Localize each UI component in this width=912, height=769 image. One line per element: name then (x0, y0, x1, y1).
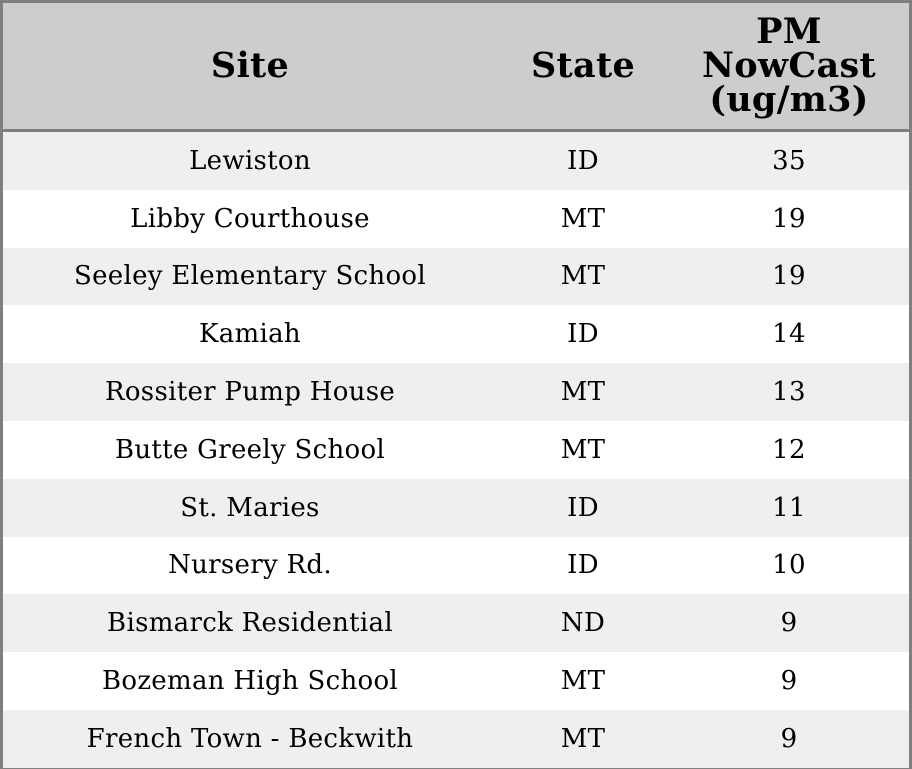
cell-site: Libby Courthouse (130, 203, 370, 234)
cell-state: MT (560, 203, 606, 234)
table-row (3, 421, 909, 479)
cell-site: French Town - Beckwith (86, 723, 414, 754)
table-row (3, 652, 909, 710)
header-state: State (530, 45, 636, 86)
cell-pm: 13 (772, 377, 806, 408)
table-row (3, 479, 909, 537)
table-header (3, 3, 909, 132)
header-pm-nowcast (669, 3, 909, 129)
cell-state: ID (567, 492, 599, 523)
cell-state: ID (567, 319, 599, 350)
cell-site: Bozeman High School (101, 666, 399, 697)
cell-pm: 9 (780, 723, 798, 754)
cell-site: Rossiter Pump House (104, 377, 396, 408)
table-row (3, 248, 909, 306)
cell-pm: 11 (772, 492, 806, 523)
cell-pm: 14 (772, 319, 806, 350)
cell-site: Butte Greely School (114, 434, 386, 465)
cell-state: ID (567, 550, 599, 581)
cell-state: MT (560, 261, 606, 292)
cell-pm: 9 (780, 666, 798, 697)
cell-site: Lewiston (189, 145, 311, 176)
cell-pm: 12 (772, 434, 806, 465)
cell-site: Kamiah (199, 319, 301, 350)
cell-site: Nursery Rd. (168, 550, 332, 581)
cell-pm: 19 (772, 203, 806, 234)
table-body (3, 132, 909, 768)
cell-state: MT (560, 666, 606, 697)
cell-site: Seeley Elementary School (74, 261, 426, 292)
header-pm-line3: (ug/m3) (709, 79, 869, 120)
table-row (3, 710, 909, 768)
cell-pm: 9 (780, 608, 798, 639)
table-row (3, 132, 909, 190)
cell-site: St. Maries (180, 492, 320, 523)
header-pm-line1: PM (756, 11, 822, 52)
cell-state: MT (560, 723, 606, 754)
cell-pm: 19 (772, 261, 806, 292)
table-row (3, 305, 909, 363)
header-site: Site (210, 45, 290, 86)
cell-state: ND (560, 608, 606, 639)
cell-pm: 10 (772, 550, 806, 581)
table-row (3, 190, 909, 248)
header-pm-line2: NowCast (702, 45, 876, 86)
table-row (3, 594, 909, 652)
cell-pm: 35 (772, 145, 806, 176)
cell-state: MT (560, 377, 606, 408)
table-row (3, 537, 909, 595)
cell-state: MT (560, 434, 606, 465)
table-row (3, 363, 909, 421)
cell-site: Bismarck Residential (107, 608, 393, 639)
cell-state: ID (567, 145, 599, 176)
